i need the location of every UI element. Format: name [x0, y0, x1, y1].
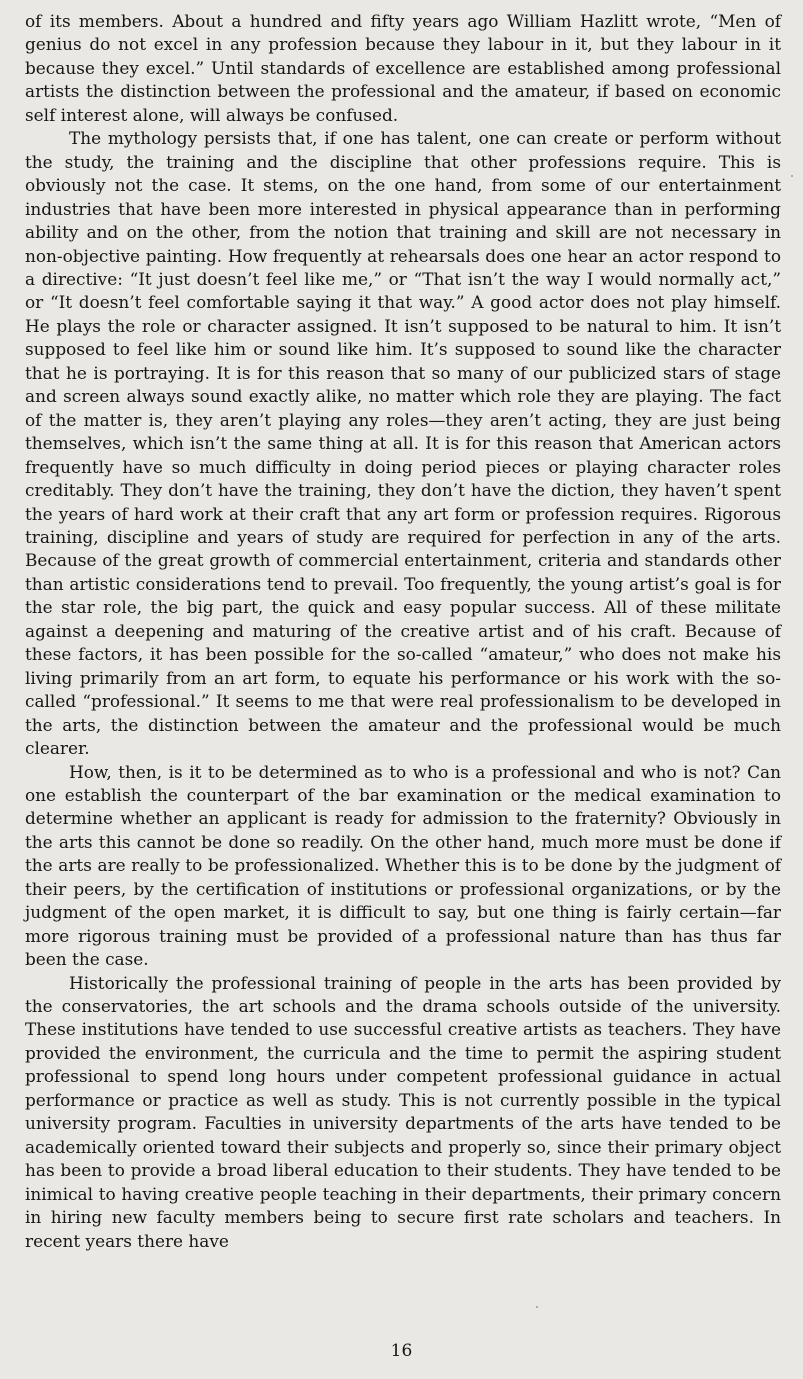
paper-speck: [791, 175, 793, 177]
body-text: [25, 10, 781, 1253]
paragraph: How, then, is it to be determined as to who is a professional and who is not? Can one establish the counterpart of the bar examination or the medical examination to determine whether an applicant is ready for admission to the fraternity? Obviously in the arts this cannot be done so readily. On the other hand, much more must be done if the arts are really to be professionalized. Whether this is to be done by the judgment of their peers, by the certification of institutions or professional organizations, or by the judgment of the open market, it is difficult to say, but one thing is fairly certain—far more rigorous training must be provided of a professional nature than has thus far been the case.: [25, 761, 781, 970]
paragraph: Historically the professional training of people in the arts has been provided by the conservatories, the art schools and the drama schools outside of the university. These institutions have tended to use successful creative artists as teachers. They have provided the environment, the curricula and the time to permit the aspiring student professional to spend long hours under competent professional guidance in actual performance or practice as well as study. This is not currently possible in the typical university program. Faculties in university departments of the arts have tended to be academically oriented toward their subjects and properly so, since their primary object has been to provide a broad liberal education to their students. They have tended to be inimical to having creative people teaching in their departments, their primary concern in hiring new faculty members being to secure first rate scholars and teachers. In recent years there have: [25, 972, 781, 1251]
paragraph: of its members. About a hundred and fifty years ago William Hazlitt wrote, “Men of genius do not excel in any profession because they labour in it, but they labour in it because they excel.” Until standards of excellence are established among professional artists the distinction between the professional and the amateur, if based on economic self interest alone, will always be confused.: [25, 11, 781, 125]
paper-speck: [536, 1306, 538, 1308]
paragraph: The mythology persists that, if one has talent, one can create or perform without the study, the training and the discipline that other professions require. This is obviously not the case. It stems, on the one hand, from some of our entertainment industries that have been more interested in physical appearance than in performing ability and on the other, from the notion that training and skill are not necessary in non-objective painting. How frequently at rehearsals does one hear an actor respond to a directive: “It just doesn’t feel like me,” or “That isn’t the way I would normally act,” or “It doesn’t feel comfortable saying it that way.” A good actor does not play himself. He plays the role or character assigned. It isn’t supposed to be natural to him. It isn’t supposed to feel like him or sound like him. It’s supposed to sound like the character that he is portraying. It is for this reason that so many of our publicized stars of stage and screen always sound exactly alike, no matter which role they are playing. The fact of the matter is, they aren’t playing any roles—they aren’t acting, they are just being themselves, which isn’t the same thing at all. It is for this reason that American actors frequently have so much difficulty in doing period pieces or playing character roles creditably. They don’t have the training, they don’t have the diction, they haven’t spent the years of hard work at their craft that any art form or profession requires. Rigorous training, discipline and years of study are required for perfection in any of the arts. Because of the great growth of commercial entertainment, criteria and standards other than artistic considerations tend to prevail. Too frequently, the young artist’s goal is for the star role, the big part, the quick and easy popular success. All of these militate against a deepening and maturing of the creative artist and of his craft. Because of these factors, it has been possible for the so-called “amateur,” who does not make his living primarily from an art form, to equate his performance or his work with the so-called “professional.” It seems to me that were real professionalism to be developed in the arts, the distinction between the amateur and the professional would be much clearer.: [25, 128, 781, 759]
page-number: 16: [390, 1341, 413, 1361]
